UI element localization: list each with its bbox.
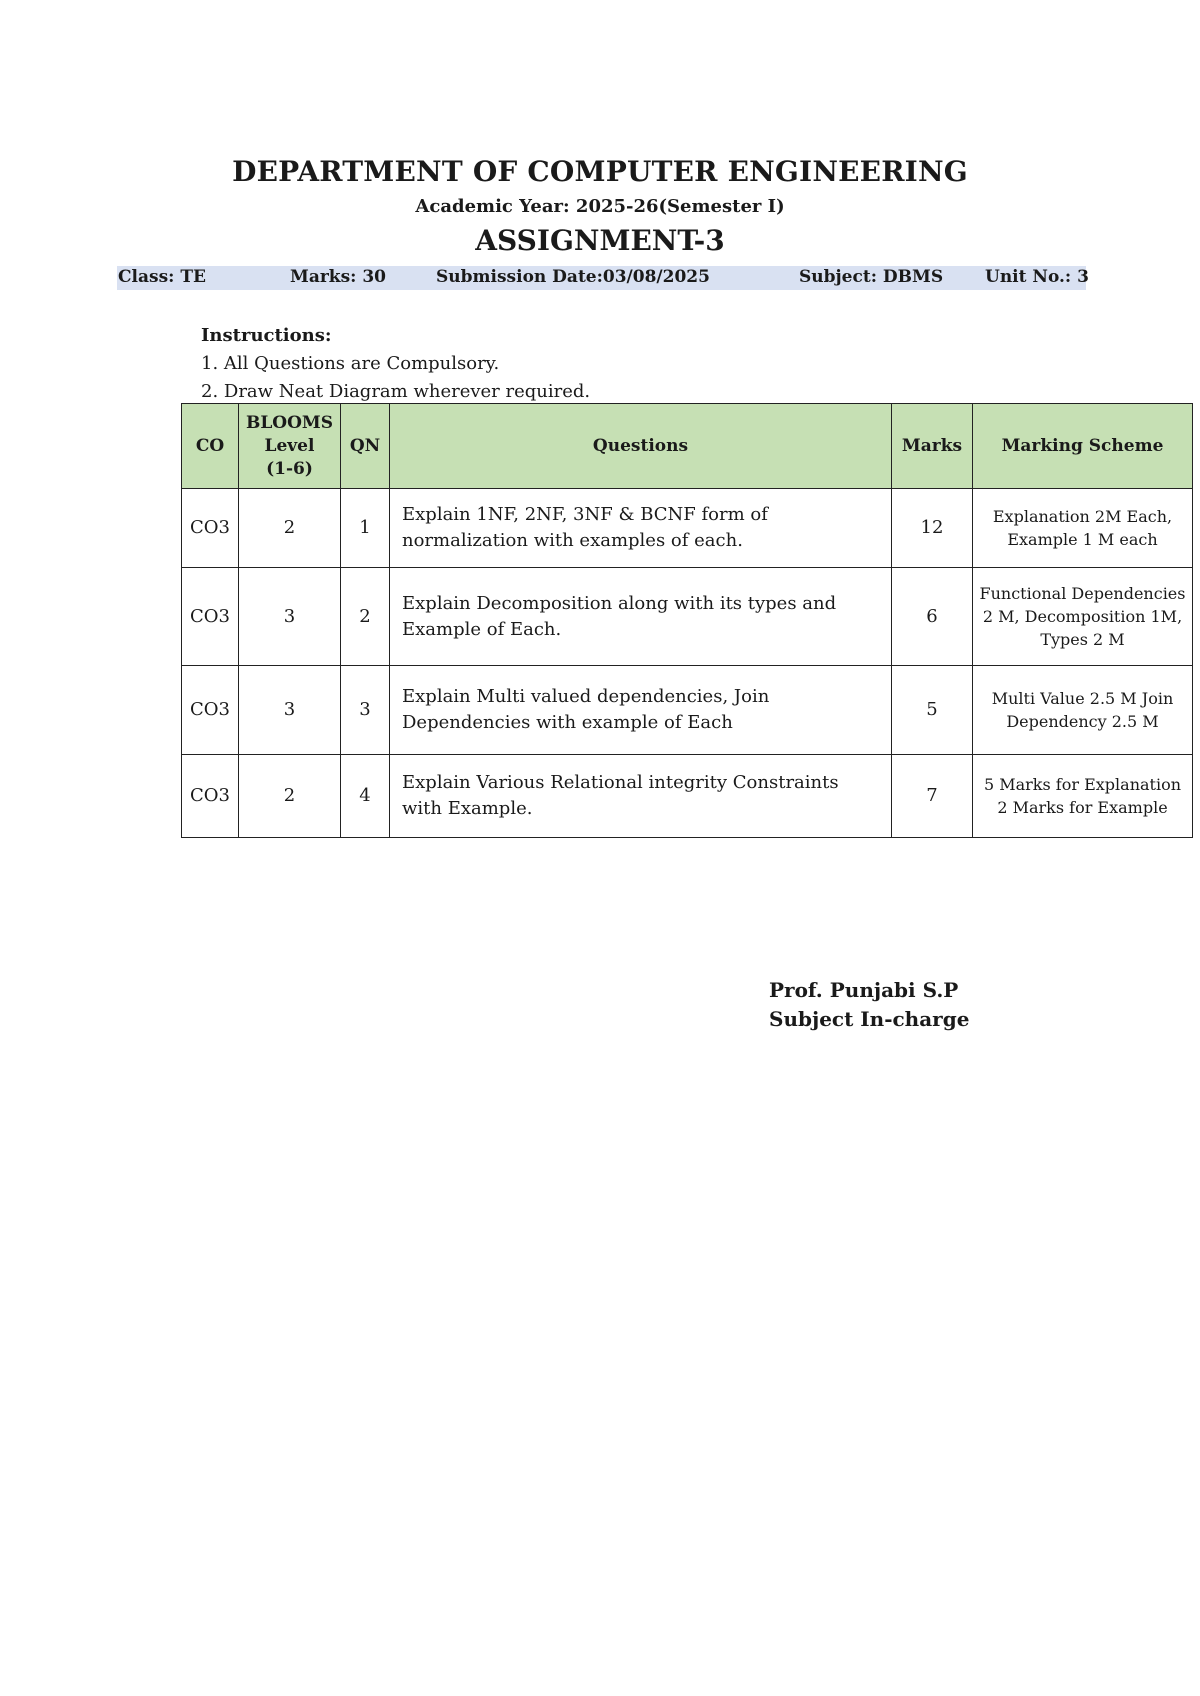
cell-qn: 3 [341,666,390,755]
cell-marking-scheme: Multi Value 2.5 M Join Dependency 2.5 M [973,666,1193,755]
header-blooms-level [239,404,341,489]
header-blooms-line: BLOOMS [245,412,334,433]
signature-role: Subject In-charge [769,1007,970,1031]
header-qn: QN [341,404,390,489]
header-blooms-line: (1-6) [266,458,313,479]
signature-name: Prof. Punjabi S.P [769,978,959,1002]
cell-qn: 1 [341,489,390,568]
cell-question: Explain Multi valued dependencies, Join Dependencies with example of Each [390,666,892,755]
header-co: CO [182,404,239,489]
cell-blooms: 3 [239,568,341,666]
instructions-heading: Instructions: [201,325,332,346]
table-row [182,755,1193,838]
cell-co: CO3 [182,489,239,568]
cell-co: CO3 [182,568,239,666]
cell-blooms: 2 [239,755,341,838]
assignment-title: ASSIGNMENT-3 [475,224,725,257]
header-blooms-line: Level [264,435,315,456]
class-info: Class: TE [118,267,206,287]
cell-marks: 5 [892,666,973,755]
marks-info: Marks: 30 [290,267,386,287]
academic-year: Academic Year: 2025-26(Semester I) [415,196,785,217]
header-questions: Questions [390,404,892,489]
instructions [201,322,590,406]
cell-qn: 4 [341,755,390,838]
cell-marking-scheme: 5 Marks for Explanation 2 Marks for Example [973,755,1193,838]
cell-blooms: 3 [239,666,341,755]
cell-co: CO3 [182,666,239,755]
cell-co: CO3 [182,755,239,838]
table-header-row [182,404,1193,489]
submission-date-info: Submission Date:03/08/2025 [436,267,710,287]
cell-question: Explain 1NF, 2NF, 3NF & BCNF form of normalization with examples of each. [390,489,892,568]
unit-info: Unit No.: 3 [985,267,1089,287]
cell-marking-scheme: Explanation 2M Each, Example 1 M each [973,489,1193,568]
cell-marks: 6 [892,568,973,666]
table-row [182,666,1193,755]
cell-question: Explain Various Relational integrity Constraints with Example. [390,755,892,838]
table-row [182,568,1193,666]
questions-table [181,403,1193,838]
instruction-item: 1. All Questions are Compulsory. [201,353,500,374]
cell-marks: 12 [892,489,973,568]
subject-info: Subject: DBMS [799,267,944,287]
assignment-info-bar [117,266,1089,290]
cell-marking-scheme: Functional Dependencies 2 M, Decomposition 1M, Types 2 M [973,568,1193,666]
cell-marks: 7 [892,755,973,838]
cell-qn: 2 [341,568,390,666]
header-marking-scheme: Marking Scheme [973,404,1193,489]
header-marks: Marks [892,404,973,489]
cell-blooms: 2 [239,489,341,568]
table-row [182,489,1193,568]
cell-question: Explain Decomposition along with its types and Example of Each. [390,568,892,666]
instruction-item: 2. Draw Neat Diagram wherever required. [201,381,591,402]
department-title: DEPARTMENT OF COMPUTER ENGINEERING [232,155,968,188]
signature-block [769,976,969,1034]
